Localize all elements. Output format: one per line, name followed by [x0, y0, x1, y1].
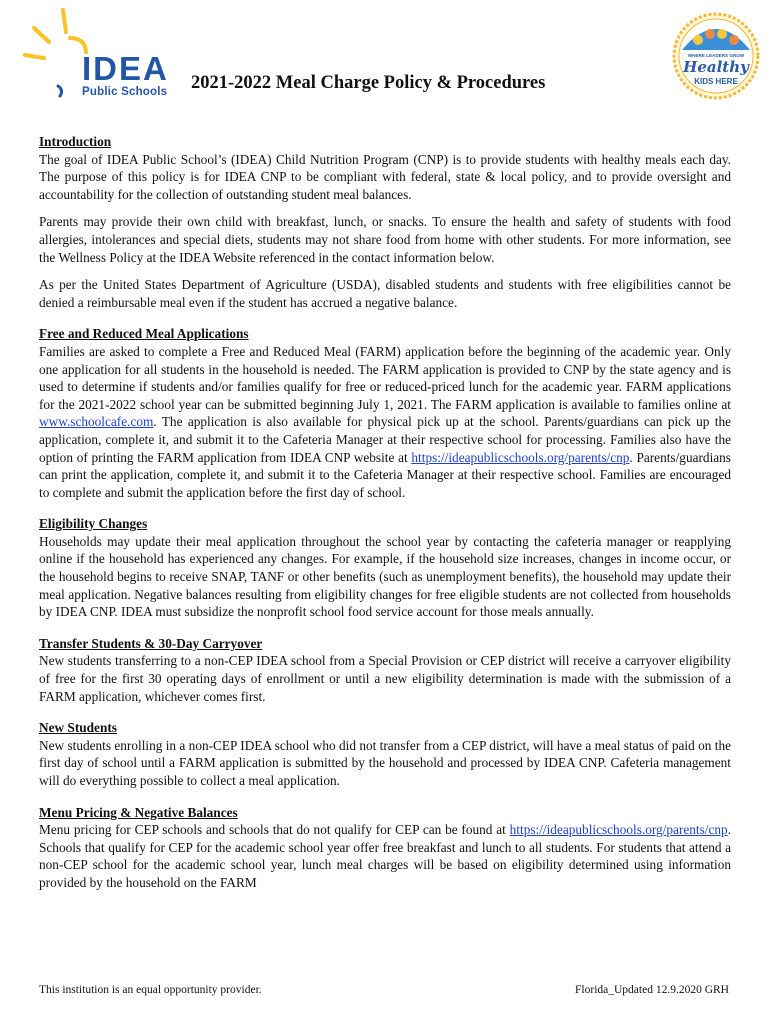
page-title: 2021-2022 Meal Charge Policy & Procedures [191, 73, 546, 93]
menu-text-2: . Schools that qualify for CEP for the academic school year offer free breakfast and lunch to all students. For students that attend a non-CEP school for the academic school year, lunch meal charges will be based on eligibility determined using information provided by the household on the FARM [39, 822, 731, 890]
farm-text-3: . Parents/guardians can print the application, complete it, and submit it to the Cafeteria Manager at their respective school. Families are encouraged to complete and submit the application before the first day of school. [39, 449, 731, 500]
intro-paragraph-2: Parents may provide their own child with breakfast, lunch, or snacks. To ensure the health and safety of students with food allergies, intolerances and special diets, students may not share food from home with other students. For more information, see the Wellness Policy at the IDEA Website referenced in the contact information below. [39, 214, 731, 265]
badge-main-text: Healthy [683, 58, 749, 76]
new-students-heading: New Students [39, 720, 117, 736]
cnp-link[interactable]: https://ideapublicschools.org/parents/cnp [411, 449, 630, 465]
badge-sub-text: KIDS HERE [694, 77, 738, 86]
footer-disclaimer: This institution is an equal opportunity provider. [39, 984, 262, 996]
intro-paragraph-1: The goal of IDEA Public School’s (IDEA) Child Nutrition Program (CNP) is to provide students with healthy meals each day. The purpose of this policy is for IDEA CNP to be compliant with federal, state & local policy, and to provide oversight and accountability for the collection of outstanding student meal balances. [39, 151, 731, 202]
transfer-heading: Transfer Students & 30-Day Carryover [39, 635, 263, 651]
logo-wordmark: IDEA [82, 50, 169, 87]
eligibility-paragraph: Households may update their meal application throughout the school year by contacting the cafeteria manager or reapplying online if the household has experienced any changes. For example, if the household size increases, changes in income occur, or the household begins to receive SNAP, TANF or other benefits (such as unemployment benefits), the household may update their meal application. Negative balances resulting from eligibility changes for free eligible students are not collected from households by IDEA CNP. IDEA must subsidize the nonprofit school food service account for those meals annually. [39, 533, 731, 620]
idea-logo [22, 8, 182, 98]
intro-heading: Introduction [39, 134, 112, 149]
menu-heading: Menu Pricing & Negative Balances [39, 804, 238, 820]
farm-text-1: Families are asked to complete a Free and Reduced Meal (FARM) application before the beginning of the academic year. Only one application for all students in the household is needed. The FARM application is provided to CNP by the state agency and is used to determine if students and/or families qualify for free or reduced-priced lunch for the academic year. FARM applications for the 2021-2022 school year can be submitted beginning July 1, 2021. The FARM application is available to families online at [39, 343, 731, 412]
new-students-paragraph: New students enrolling in a non-CEP IDEA school who did not transfer from a CEP district, will have a meal status of paid on the first day of school until a FARM application is submitted by the household and processed by IDEA CNP. Cafeteria management will do everything possible to collect a meal application. [39, 737, 731, 788]
healthy-kids-badge [672, 12, 760, 100]
schoolcafe-link[interactable]: www.schoolcafe.com [39, 414, 154, 430]
farm-paragraph [39, 343, 731, 501]
farm-heading: Free and Reduced Meal Applications [39, 326, 249, 342]
intro-paragraph-3: As per the United States Department of Agriculture (USDA), disabled students and students with free eligibilities cannot be denied a reimbursable meal even if the student has accrued a negative balance. [39, 277, 731, 310]
menu-cnp-link[interactable]: https://ideapublicschools.org/parents/cnp [509, 822, 728, 838]
badge-top-text: WHERE LEADERS GROW [687, 53, 745, 58]
transfer-paragraph: New students transferring to a non-CEP IDEA school from a Special Provision or CEP district will receive a carryover eligibility of free for the first 30 operating days of enrollment or until a new eligibility determination is made with the submission of a FARM application, whichever comes first. [39, 653, 731, 704]
footer-version: Florida_Updated 12.9.2020 GRH [575, 984, 729, 996]
menu-paragraph [39, 821, 731, 891]
farm-text-2: . The application is also available for physical pick up at the school. Parents/guardians can pick up the application, complete it, and submit it to the Cafeteria Manager at their respective school for processing. Families also have the option of printing the FARM application from IDEA CNP website at [39, 414, 731, 465]
document-body [39, 133, 731, 892]
eligibility-heading: Eligibility Changes [39, 516, 148, 532]
logo-subtitle: Public Schools [82, 86, 168, 98]
menu-text-1: Menu pricing for CEP schools and schools that do not qualify for CEP can be found at [39, 822, 510, 838]
